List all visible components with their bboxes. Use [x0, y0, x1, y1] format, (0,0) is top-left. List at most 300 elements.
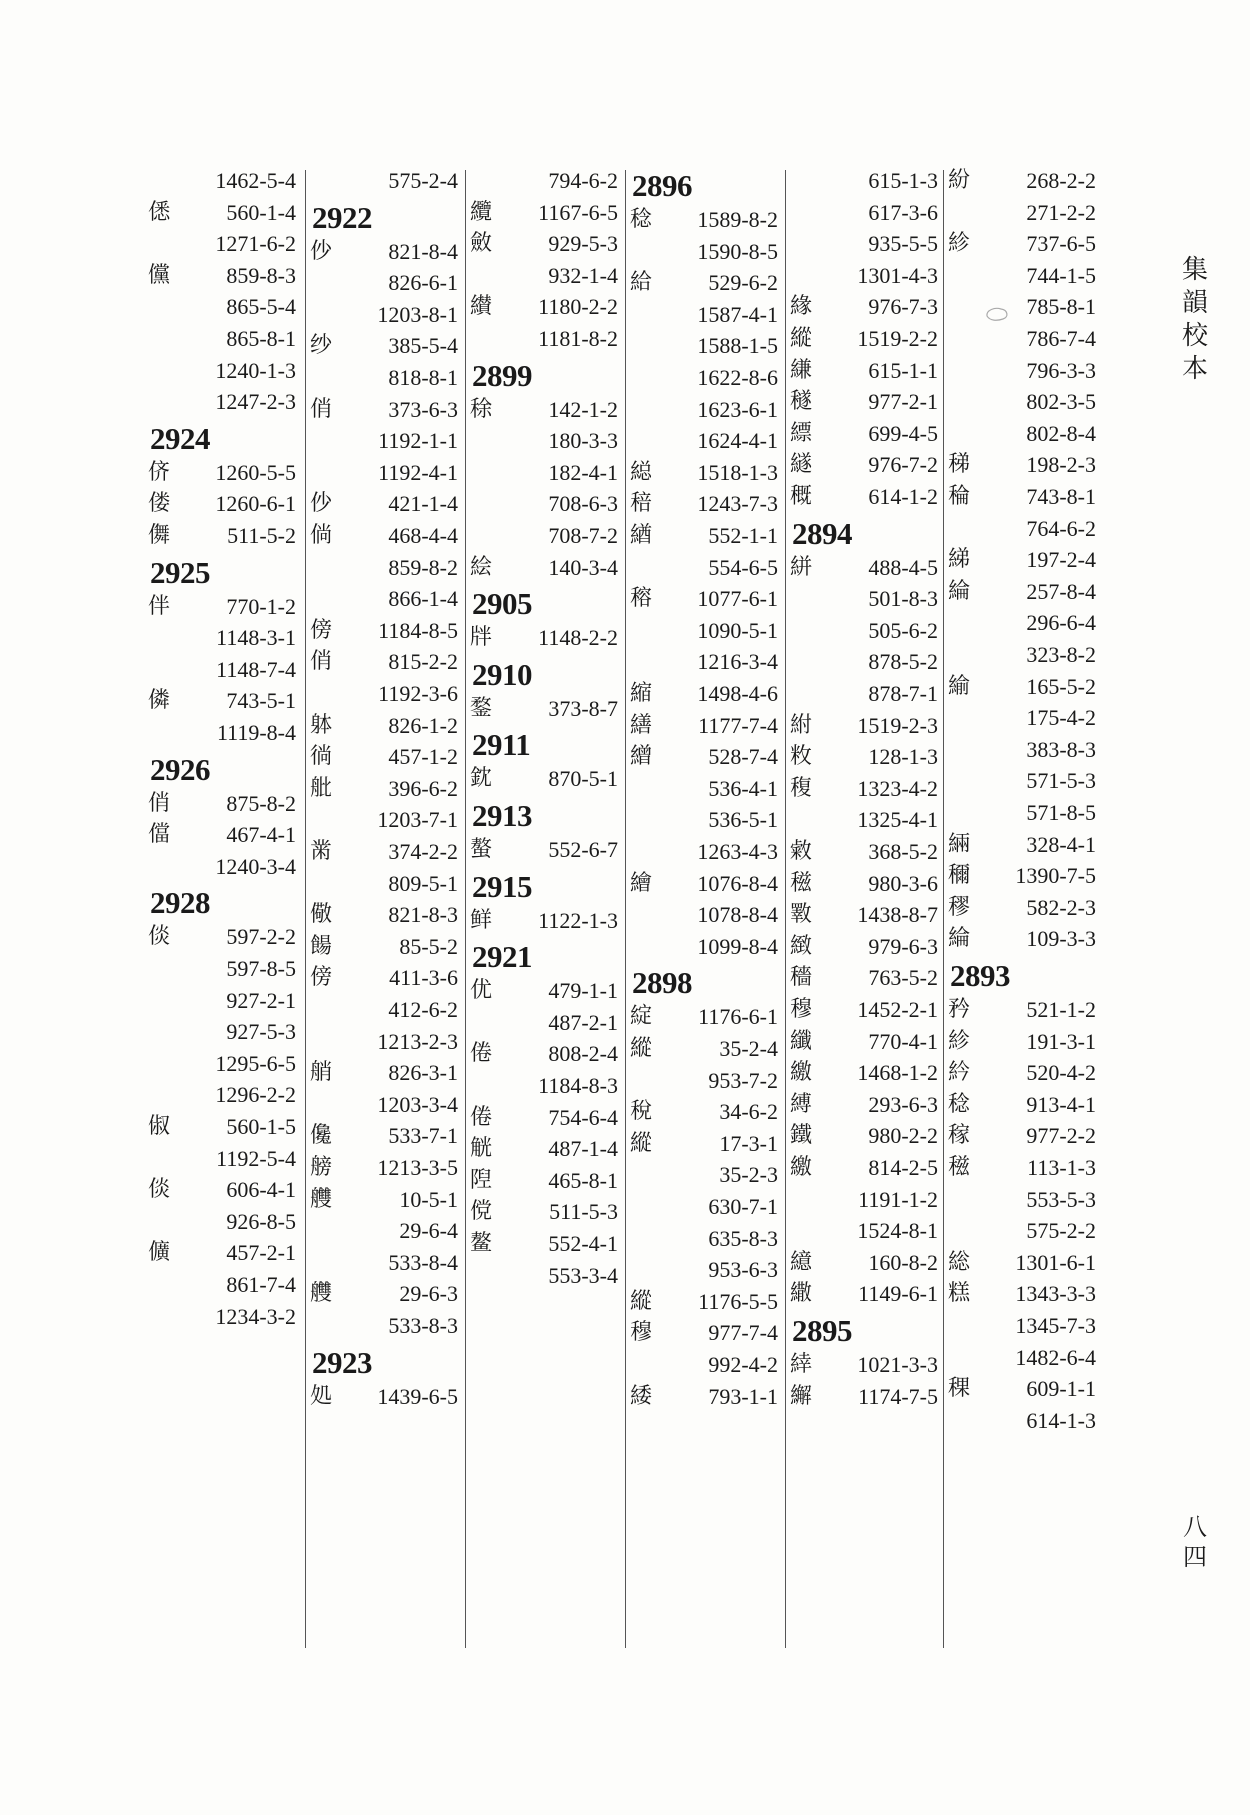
entry-character: 繕 [630, 712, 653, 738]
entry-reference: 1482-6-4 [1015, 1344, 1096, 1370]
index-entry [790, 290, 944, 326]
entry-character: 斂 [470, 231, 493, 257]
entry-reference: 826-6-1 [388, 270, 458, 296]
entry-reference: 826-3-1 [388, 1060, 458, 1086]
index-entry [790, 898, 944, 934]
section-number-heading: 2898 [632, 965, 692, 1001]
index-entry [470, 424, 624, 460]
entry-character: 傍 [310, 965, 333, 991]
entry-reference: 754-6-4 [548, 1104, 618, 1130]
entry-reference: 1296-2-2 [215, 1082, 296, 1108]
entry-character: 仯 [310, 238, 333, 264]
entry-reference: 977-2-2 [1026, 1123, 1096, 1149]
entry-reference: 1203-3-4 [377, 1091, 458, 1117]
index-entry [310, 898, 464, 934]
entry-character: 綈 [948, 547, 971, 573]
index-entry [948, 1341, 1102, 1377]
entry-reference: 1191-1-2 [858, 1186, 938, 1212]
index-entry [948, 859, 1102, 895]
index-entry [790, 1025, 944, 1061]
entry-reference: 1240-1-3 [215, 357, 296, 383]
entry-reference: 487-1-4 [548, 1136, 618, 1162]
index-entry [148, 196, 302, 232]
entry-reference: 609-1-1 [1026, 1376, 1096, 1402]
entry-reference: 1176-5-5 [698, 1288, 778, 1314]
index-entry [790, 1214, 944, 1250]
entry-reference: 1325-4-1 [857, 807, 938, 833]
entry-reference: 1122-1-3 [538, 907, 618, 933]
index-entry [630, 614, 784, 650]
index-entry [630, 772, 784, 808]
index-entry [948, 606, 1102, 642]
entry-character: 処 [310, 1383, 333, 1409]
entry-reference: 785-8-1 [1026, 294, 1096, 320]
entry-character: 黹 [310, 839, 333, 864]
entry-character: 稐 [948, 484, 971, 509]
index-entry [630, 1032, 784, 1068]
entry-reference: 85-5-2 [399, 933, 458, 959]
index-entry [310, 424, 464, 460]
entry-reference: 770-4-1 [868, 1028, 938, 1054]
index-entry [310, 1214, 464, 1250]
index-entry [948, 1404, 1102, 1440]
entry-reference: 1192-4-1 [378, 459, 458, 485]
index-column [630, 164, 784, 1652]
entry-reference: 1624-4-1 [697, 428, 778, 454]
index-entry [630, 1380, 784, 1416]
index-entry [948, 512, 1102, 548]
entry-reference: 257-8-4 [1026, 578, 1096, 604]
section-number-heading: 2921 [472, 939, 532, 975]
entry-reference: 1343-3-3 [1015, 1281, 1096, 1307]
entry-reference: 865-8-1 [226, 326, 296, 351]
entry-reference: 487-2-1 [548, 1009, 618, 1035]
index-entry [948, 1088, 1102, 1124]
entry-character: 縱 [630, 1130, 653, 1156]
index-entry [630, 898, 784, 934]
entry-reference: 373-6-3 [388, 396, 458, 422]
index-entry [790, 614, 944, 650]
entry-reference: 128-1-3 [868, 744, 938, 770]
entry-character: 鲜 [470, 907, 493, 933]
index-entry [790, 385, 944, 421]
entry-reference: 866-1-4 [388, 586, 458, 612]
entry-reference: 412-6-2 [388, 997, 458, 1022]
entry-reference: 374-2-2 [388, 839, 458, 864]
index-entry [948, 764, 1102, 800]
entry-character: 偻 [148, 491, 171, 517]
entry-reference: 796-3-3 [1026, 357, 1096, 383]
index-entry [630, 456, 784, 492]
index-entry [310, 519, 464, 555]
entry-reference: 865-5-4 [226, 294, 296, 320]
entry-reference: 468-4-4 [388, 523, 458, 548]
index-entry [630, 835, 784, 871]
entry-reference: 976-7-3 [868, 294, 938, 320]
entry-reference: 29-6-4 [399, 1218, 458, 1244]
index-entry [790, 677, 944, 713]
entry-reference: 1589-8-2 [697, 207, 778, 232]
entry-reference: 802-8-4 [1026, 420, 1096, 446]
entry-reference: 1271-6-2 [215, 231, 296, 257]
index-entry [148, 1078, 302, 1114]
entry-reference: 1519-2-3 [857, 712, 938, 738]
entry-reference: 1247-2-3 [215, 389, 296, 415]
entry-reference: 571-8-5 [1026, 800, 1096, 825]
index-entry [310, 961, 464, 997]
entry-reference: 913-4-1 [1026, 1091, 1096, 1117]
index-entry [948, 1372, 1102, 1408]
index-entry [470, 551, 624, 587]
index-entry [790, 551, 944, 587]
index-entry [948, 701, 1102, 737]
entry-character: 穊 [790, 484, 813, 509]
index-entry [310, 772, 464, 808]
entry-reference: 770-1-2 [226, 593, 296, 619]
entry-reference: 1192-5-4 [216, 1145, 296, 1171]
index-entry [790, 196, 944, 232]
index-entry [630, 393, 784, 429]
entry-reference: 826-1-2 [388, 712, 458, 738]
entry-character: 稼 [948, 1123, 971, 1149]
index-entry [310, 709, 464, 745]
index-entry [148, 259, 302, 295]
page-number: 八四 [1183, 1513, 1207, 1571]
index-entry [948, 322, 1102, 358]
section-number-heading: 2923 [312, 1344, 372, 1380]
entry-character: 僯 [148, 688, 171, 714]
index-entry [470, 393, 624, 429]
entry-reference: 142-1-2 [548, 396, 618, 422]
entry-character: 艭 [310, 1186, 333, 1212]
index-entry [470, 1227, 624, 1263]
entry-reference: 815-2-2 [388, 649, 458, 675]
index-entry [310, 740, 464, 776]
index-entry [148, 952, 302, 988]
index-entry [790, 993, 944, 1029]
entry-character: 俏 [310, 396, 333, 422]
entry-character: 繶 [790, 1249, 813, 1275]
entry-character: 穪 [948, 863, 971, 889]
section-number-heading: 2895 [792, 1313, 852, 1348]
entry-reference: 1524-8-1 [857, 1218, 938, 1244]
section-number-heading: 2925 [150, 554, 210, 590]
entry-reference: 1148-3-1 [216, 625, 296, 651]
entry-reference: 1176-6-1 [698, 1004, 778, 1030]
index-entry [470, 456, 624, 492]
entry-reference: 520-4-2 [1026, 1060, 1096, 1086]
entry-reference: 1260-5-5 [215, 459, 296, 485]
index-entry [630, 1064, 784, 1100]
entry-reference: 737-6-5 [1026, 231, 1096, 257]
index-entry [310, 298, 464, 334]
running-title: 集韻校本 [1181, 255, 1208, 384]
entry-character: 稔 [948, 1091, 971, 1117]
index-entry [310, 1309, 464, 1345]
entry-reference: 744-1-5 [1026, 262, 1096, 288]
index-column [790, 164, 944, 1652]
entry-character: 稌 [470, 396, 493, 422]
index-entry [948, 1151, 1102, 1187]
entry-reference: 1243-7-3 [697, 491, 778, 517]
index-entry [948, 1025, 1102, 1061]
index-entry [630, 709, 784, 745]
section-number-heading: 2899 [472, 357, 532, 393]
index-entry [630, 740, 784, 776]
index-entry [470, 1069, 624, 1105]
entry-character: 优 [470, 978, 493, 1004]
index-entry [630, 677, 784, 713]
index-entry [310, 1277, 464, 1313]
entry-character: 躰 [310, 712, 333, 738]
index-entry [790, 164, 944, 200]
index-entry [310, 361, 464, 397]
entry-character: 紾 [948, 231, 971, 257]
index-entry [470, 1195, 624, 1231]
entry-reference: 1192-3-6 [378, 681, 458, 706]
entry-reference: 821-8-4 [388, 238, 458, 264]
index-entry [470, 1006, 624, 1042]
entry-character: 俶 [148, 1114, 171, 1139]
index-entry [948, 828, 1102, 864]
index-entry [948, 417, 1102, 453]
index-entry [948, 1214, 1102, 1250]
index-entry [790, 740, 944, 776]
entry-reference: 421-1-4 [388, 491, 458, 517]
index-entry [470, 974, 624, 1010]
entry-reference: 411-3-6 [389, 965, 458, 991]
index-entry [310, 1151, 464, 1187]
entry-reference: 1167-6-5 [538, 199, 618, 225]
entry-character: 緉 [948, 831, 971, 857]
column-divider [465, 170, 466, 1648]
entry-reference: 373-8-7 [548, 695, 618, 721]
entry-reference: 977-7-4 [708, 1320, 778, 1346]
entry-reference: 1240-3-4 [215, 853, 296, 879]
index-entry [948, 575, 1102, 611]
entry-reference: 505-6-2 [868, 617, 938, 643]
entry-reference: 1263-4-3 [697, 839, 778, 864]
entry-reference: 10-5-1 [399, 1186, 458, 1212]
index-entry [148, 487, 302, 523]
entry-reference: 976-7-2 [868, 452, 938, 478]
index-entry [790, 582, 944, 618]
entry-reference: 1184-8-5 [378, 617, 458, 643]
index-entry [148, 716, 302, 752]
index-entry [310, 1056, 464, 1092]
entry-reference: 932-1-4 [548, 262, 618, 288]
index-entry [790, 322, 944, 358]
index-entry [148, 984, 302, 1020]
entry-reference: 293-6-3 [868, 1091, 938, 1117]
index-entry [148, 354, 302, 390]
entry-character: 鳌 [470, 1231, 493, 1256]
entry-reference: 385-5-4 [388, 333, 458, 359]
entry-reference: 1390-7-5 [1015, 863, 1096, 889]
entry-character: 鐵 [790, 1123, 813, 1149]
index-entry [790, 1348, 944, 1384]
index-entry [630, 1316, 784, 1352]
entry-reference: 861-7-4 [226, 1272, 296, 1297]
entry-reference: 1213-2-3 [377, 1028, 458, 1054]
entry-reference: 743-8-1 [1026, 484, 1096, 509]
entry-reference: 1184-8-3 [538, 1073, 618, 1098]
index-entry [310, 867, 464, 903]
entry-reference: 1216-3-4 [697, 649, 778, 675]
section-number-heading: 2928 [150, 885, 210, 921]
entry-character: 纉 [470, 294, 493, 320]
entry-reference: 467-4-1 [226, 822, 296, 848]
entry-reference: 479-1-1 [548, 978, 618, 1004]
index-entry [470, 692, 624, 728]
index-entry [948, 638, 1102, 674]
index-entry [310, 329, 464, 365]
entry-character: 縂 [630, 459, 653, 485]
entry-character: 矜 [948, 997, 971, 1022]
index-entry [630, 1285, 784, 1321]
index-entry [310, 456, 464, 492]
entry-reference: 465-8-1 [548, 1167, 618, 1193]
index-entry [310, 266, 464, 302]
index-entry [790, 1151, 944, 1187]
entry-character: 緻 [790, 933, 813, 959]
index-entry [630, 1127, 784, 1163]
entry-character: 繪 [630, 870, 653, 896]
index-entry [148, 385, 302, 421]
entry-reference: 521-1-2 [1026, 997, 1096, 1022]
entry-character: 繲 [790, 1383, 813, 1409]
entry-reference: 1078-8-4 [697, 902, 778, 928]
entry-character: 綸 [948, 578, 971, 604]
entry-reference: 1177-7-4 [698, 712, 778, 738]
entry-reference: 582-2-3 [1026, 894, 1096, 920]
index-entry [310, 393, 464, 429]
entry-reference: 552-6-7 [548, 837, 618, 862]
index-entry [630, 1158, 784, 1194]
section-number-heading: 2915 [472, 868, 532, 904]
entry-character: 鍪 [470, 695, 493, 721]
entry-character: 侪 [148, 459, 171, 485]
entry-character: 綻 [630, 1004, 653, 1030]
entry-reference: 560-1-5 [226, 1114, 296, 1139]
index-entry [630, 803, 784, 839]
section-number-heading: 2905 [472, 586, 532, 622]
index-entry [310, 1088, 464, 1124]
index-entry [790, 1119, 944, 1155]
index-entry [148, 456, 302, 492]
section-number-heading: 2893 [950, 958, 1010, 993]
entry-reference: 198-2-3 [1026, 452, 1096, 478]
index-entry [948, 1277, 1102, 1313]
entry-reference: 533-7-1 [388, 1123, 458, 1149]
index-entry [790, 645, 944, 681]
index-entry [310, 993, 464, 1029]
column-divider [625, 170, 626, 1648]
entry-character: 穡 [790, 965, 813, 991]
index-entry [790, 772, 944, 808]
entry-reference: 1519-2-2 [857, 326, 938, 351]
entry-reference: 764-6-2 [1026, 515, 1096, 541]
index-entry [948, 733, 1102, 769]
entry-reference: 878-7-1 [868, 681, 938, 706]
entry-character: 隉 [470, 1167, 493, 1193]
entry-reference: 1099-8-4 [697, 933, 778, 959]
entry-reference: 821-8-3 [388, 902, 458, 928]
entry-character: 傥 [470, 1199, 493, 1225]
index-entry [948, 448, 1102, 484]
entry-reference: 180-3-3 [548, 428, 618, 454]
entry-character: 餳 [310, 933, 333, 959]
index-entry [148, 787, 302, 823]
entry-character: 総 [948, 1249, 971, 1275]
index-entry [148, 1047, 302, 1083]
entry-character: 螯 [470, 837, 493, 862]
index-entry [790, 1088, 944, 1124]
entry-reference: 929-5-3 [548, 231, 618, 257]
index-entry [630, 235, 784, 271]
index-entry [470, 290, 624, 326]
entry-character: 緰 [948, 673, 971, 699]
entry-reference: 575-2-4 [388, 168, 458, 193]
entry-character: 儅 [148, 822, 171, 848]
index-entry [790, 835, 944, 871]
index-entry [790, 867, 944, 903]
entry-reference: 1090-5-1 [697, 617, 778, 643]
index-entry [790, 961, 944, 997]
index-entry [148, 519, 302, 555]
entry-reference: 17-3-1 [719, 1130, 778, 1156]
entry-character: 敹 [790, 839, 813, 864]
column-divider [943, 170, 944, 1648]
entry-character: 徜 [310, 744, 333, 770]
entry-reference: 368-5-2 [868, 839, 938, 864]
entry-character: 儛 [148, 523, 171, 548]
entry-reference: 1148-7-4 [216, 656, 296, 682]
entry-character: 纖 [790, 1028, 813, 1054]
index-entry [630, 1190, 784, 1226]
index-entry [948, 385, 1102, 421]
index-entry [630, 1222, 784, 1258]
entry-reference: 980-2-2 [868, 1123, 938, 1149]
entry-character: 儳 [310, 1123, 333, 1149]
entry-reference: 165-5-2 [1026, 673, 1096, 699]
index-entry [630, 298, 784, 334]
entry-reference: 528-7-4 [708, 744, 778, 770]
entry-character: 鈂 [470, 766, 493, 792]
entry-reference: 927-2-1 [226, 987, 296, 1013]
index-entry [630, 487, 784, 523]
index-entry [470, 259, 624, 295]
index-entry [148, 1268, 302, 1304]
index-entry [630, 1253, 784, 1289]
entry-reference: 875-8-2 [226, 790, 296, 816]
entry-character: 儣 [148, 1240, 171, 1266]
index-entry [948, 1056, 1102, 1092]
index-entry [148, 1300, 302, 1336]
entry-reference: 1149-6-1 [858, 1281, 938, 1307]
entry-reference: 323-8-2 [1026, 642, 1096, 667]
index-entry [310, 645, 464, 681]
entry-character: 紛 [948, 168, 971, 193]
index-entry [948, 1246, 1102, 1282]
index-entry [630, 424, 784, 460]
index-entry [948, 922, 1102, 958]
entry-reference: 977-2-1 [868, 389, 938, 415]
entry-reference: 113-1-3 [1027, 1155, 1096, 1180]
entry-character: 紾 [948, 1028, 971, 1054]
entry-reference: 992-4-2 [708, 1352, 778, 1377]
index-entry [790, 1183, 944, 1219]
